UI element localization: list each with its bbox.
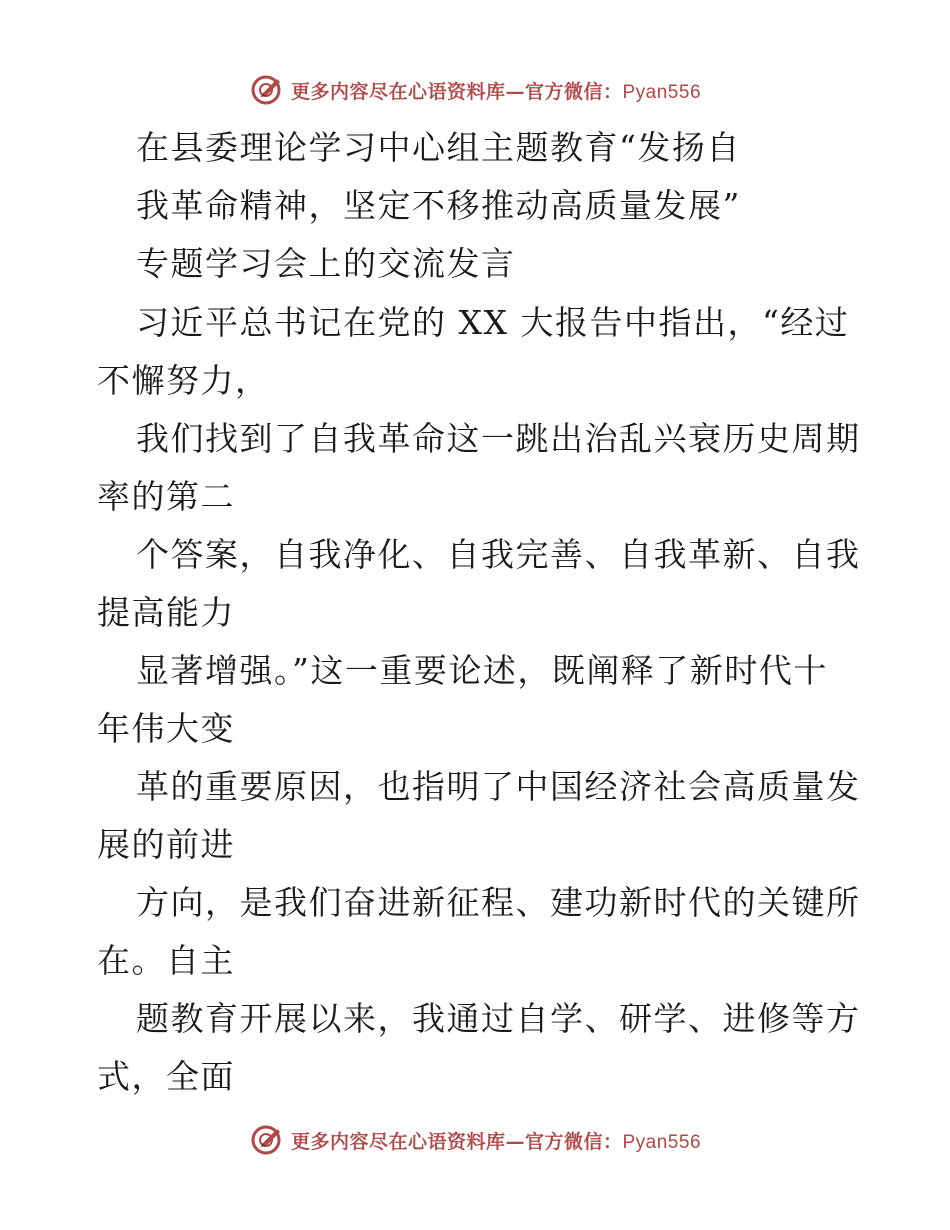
- title-line-2: 我革命精神，坚定不移推动高质量发展”: [136, 186, 741, 225]
- dash: —: [505, 1130, 525, 1153]
- wechat-id: Pyan556: [622, 81, 702, 103]
- title-line-1: 在县委理论学习中心组主题教育“发扬自: [136, 128, 741, 167]
- wechat-label: 官方微信：: [524, 80, 623, 103]
- header-banner-text: [291, 77, 701, 104]
- text-line: 习近平总书记在党的 XX 大报告中指出，“经过: [136, 303, 850, 342]
- text-line: 展的前进: [97, 825, 235, 864]
- pen-logo-icon: [249, 73, 283, 107]
- header-banner: [0, 70, 950, 110]
- pen-logo-icon: [249, 1123, 283, 1157]
- title-line-3: 专题学习会上的交流发言: [136, 244, 516, 283]
- text-line: 在。自主: [97, 941, 235, 980]
- site-text: 更多内容尽在心语资料库: [290, 80, 506, 103]
- site-text: 更多内容尽在心语资料库: [290, 1130, 506, 1153]
- text-line: 方向，是我们奋进新征程、建功新时代的关键所: [136, 883, 861, 922]
- text-line: 我们找到了自我革命这一跳出治乱兴衰历史周期: [136, 419, 861, 458]
- text-line: 不懈努力，: [97, 361, 270, 400]
- text-line: 式，全面: [97, 1057, 235, 1096]
- text-line: 率的第二: [97, 477, 235, 516]
- dash: —: [505, 80, 525, 103]
- text-line: 年伟大变: [97, 709, 235, 748]
- footer-banner-text: [291, 1127, 701, 1154]
- wechat-id: Pyan556: [622, 1131, 702, 1153]
- text-line: 个答案，自我净化、自我完善、自我革新、自我: [136, 535, 861, 574]
- text-line: 题教育开展以来，我通过自学、研学、进修等方: [136, 999, 861, 1038]
- text-line: 革的重要原因，也指明了中国经济社会高质量发: [136, 767, 861, 806]
- text-line: 显著增强。”这一重要论述，既阐释了新时代十: [136, 651, 828, 690]
- footer-banner: [0, 1120, 950, 1160]
- text-line: 提高能力: [97, 593, 235, 632]
- wechat-label: 官方微信：: [524, 1130, 623, 1153]
